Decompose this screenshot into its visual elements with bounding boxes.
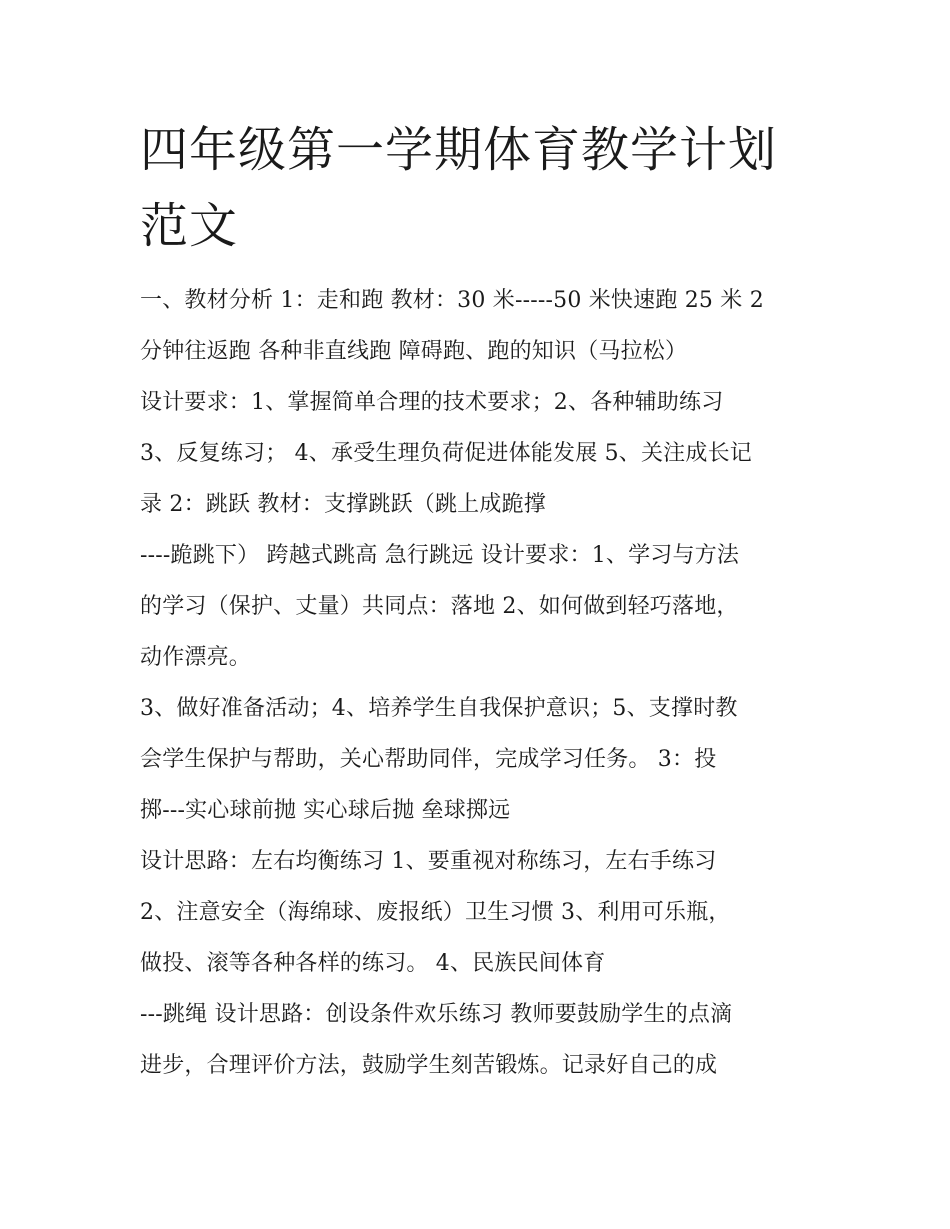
body-line: 一、教材分析 1：走和跑 教材：30 米-----50 米快速跑 25 米 2 [140, 288, 764, 313]
body-line: 动作漂亮。 [140, 645, 252, 670]
document-body [140, 282, 830, 1098]
body-line: 设计要求：1、掌握简单合理的技术要求；2、各种辅助练习 [140, 390, 724, 415]
body-line: 进步，合理评价方法，鼓励学生刻苦锻炼。记录好自己的成 [140, 1053, 718, 1078]
body-line: ---跳绳 设计思路：创设条件欢乐练习 教师要鼓励学生的点滴 [140, 1002, 733, 1027]
body-line: 分钟往返跑 各种非直线跑 障碍跑、跑的知识（马拉松） [140, 339, 688, 364]
document-title [140, 112, 820, 264]
body-line: 的学习（保护、丈量）共同点：落地 2、如何做到轻巧落地， [140, 594, 739, 619]
body-line: ----跪跳下） 跨越式跳高 急行跳远 设计要求：1、学习与方法 [140, 543, 740, 568]
body-line: 设计思路：左右均衡练习 1、要重视对称练习，左右手练习 [140, 849, 717, 874]
body-line: 录 2：跳跃 教材：支撑跳跃（跳上成跪撑 [140, 492, 546, 517]
body-line: 3、做好准备活动；4、培养学生自我保护意识；5、支撑时教 [140, 696, 738, 721]
body-line: 会学生保护与帮助，关心帮助同伴，完成学习任务。 3：投 [140, 747, 717, 772]
body-line: 做投、滚等各种各样的练习。 4、民族民间体育 [140, 951, 606, 976]
body-line: 2、注意安全（海绵球、废报纸）卫生习惯 3、利用可乐瓶， [140, 900, 731, 925]
title-line-2: 范文 [140, 198, 239, 254]
title-line-1: 四年级第一学期体育教学计划 [140, 122, 778, 178]
body-line: 掷---实心球前抛 实心球后抛 垒球掷远 [140, 798, 511, 823]
body-line: 3、反复练习； 4、承受生理负荷促进体能发展 5、关注成长记 [140, 441, 752, 466]
